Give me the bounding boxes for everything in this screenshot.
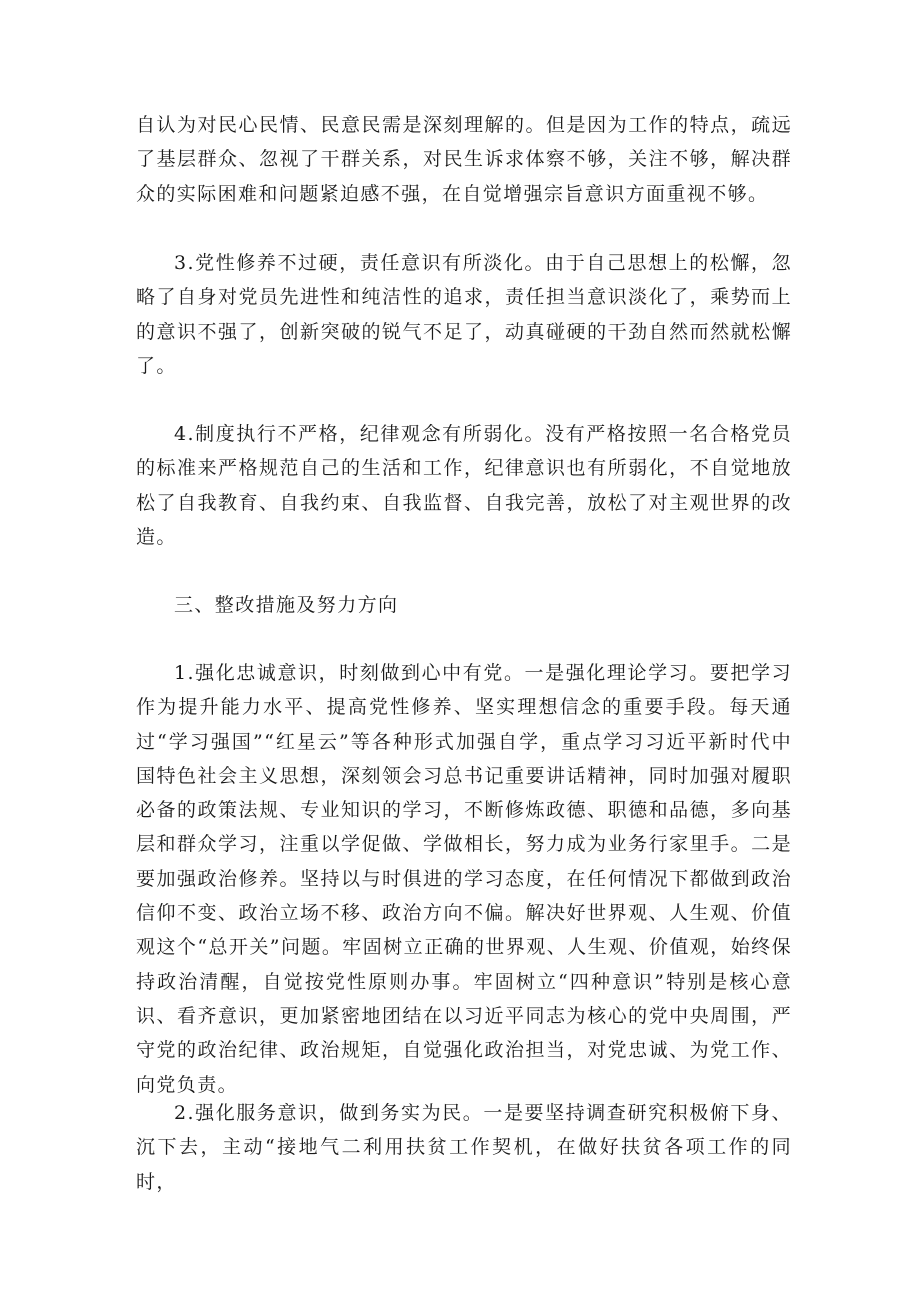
paragraph-continuation: 自认为对民心民情、民意民需是深刻理解的。但是因为工作的特点，疏远了基层群众、忽视了干群关系，对民生诉求体察不够，关注不够，解决群众的实际困难和问题紧迫感不强，在自觉增强宗旨意识方面重视不够。 <box>136 114 792 205</box>
paragraph-item-3: 3.党性修养不过硬，责任意识有所淡化。由于自己思想上的松懈，忽略了自身对党员先进性和纯洁性的追求，责任担当意识淡化了，乘势而上的意识不强了，创新突破的锐气不足了，动真碰硬的干劲自然而然就松懈了。 <box>136 252 792 377</box>
paragraph-measure-2: 2.强化服务意识，做到务实为民。一是要坚持调查研究积极俯下身、沉下去，主动“接地气二利用扶贫工作契机，在做好扶贫各项工作的同时， <box>136 1102 792 1193</box>
paragraph-item-4: 4.制度执行不严格，纪律观念有所弱化。没有严格按照一名合格党员的标准来严格规范自己的生活和工作，纪律意识也有所弱化，不自觉地放松了自我教育、自我约束、自我监督、自我完善，放松了对主观世界的改造。 <box>136 423 792 548</box>
paragraph-measure-1: 1.强化忠诚意识，时刻做到心中有党。一是强化理论学习。要把学习作为提升能力水平、提高党性修养、坚实理想信念的重要手段。每天通过“学习强国”“红星云”等各种形式加强自学，重点学习习近平新时代中国特色社会主义思想，深刻领会习总书记重要讲话精神，同时加强对履职必备的政策法规、专业知识的学习，不断修炼政德、职德和品德，多向基层和群众学习，注重以学促做、学做相长，努力成为业务行家里手。二是要加强政治修养。坚持以与时俱进的学习态度，在任何情况下都做到政治信仰不变、政治立场不移、政治方向不偏。解决好世界观、人生观、价值观这个“总开关”问题。牢固树立正确的世界观、人生观、价值观，始终保持政治清醒，自觉按党性原则办事。牢固树立“四种意识”特别是核心意识、看齐意识，更加紧密地团结在以习近平同志为核心的党中央周围，严守党的政治纪律、政治规矩，自觉强化政治担当，对党忠诚、为党工作、向党负责。 <box>136 662 792 1096</box>
section-heading: 三、整改措施及努力方向 <box>174 594 399 616</box>
